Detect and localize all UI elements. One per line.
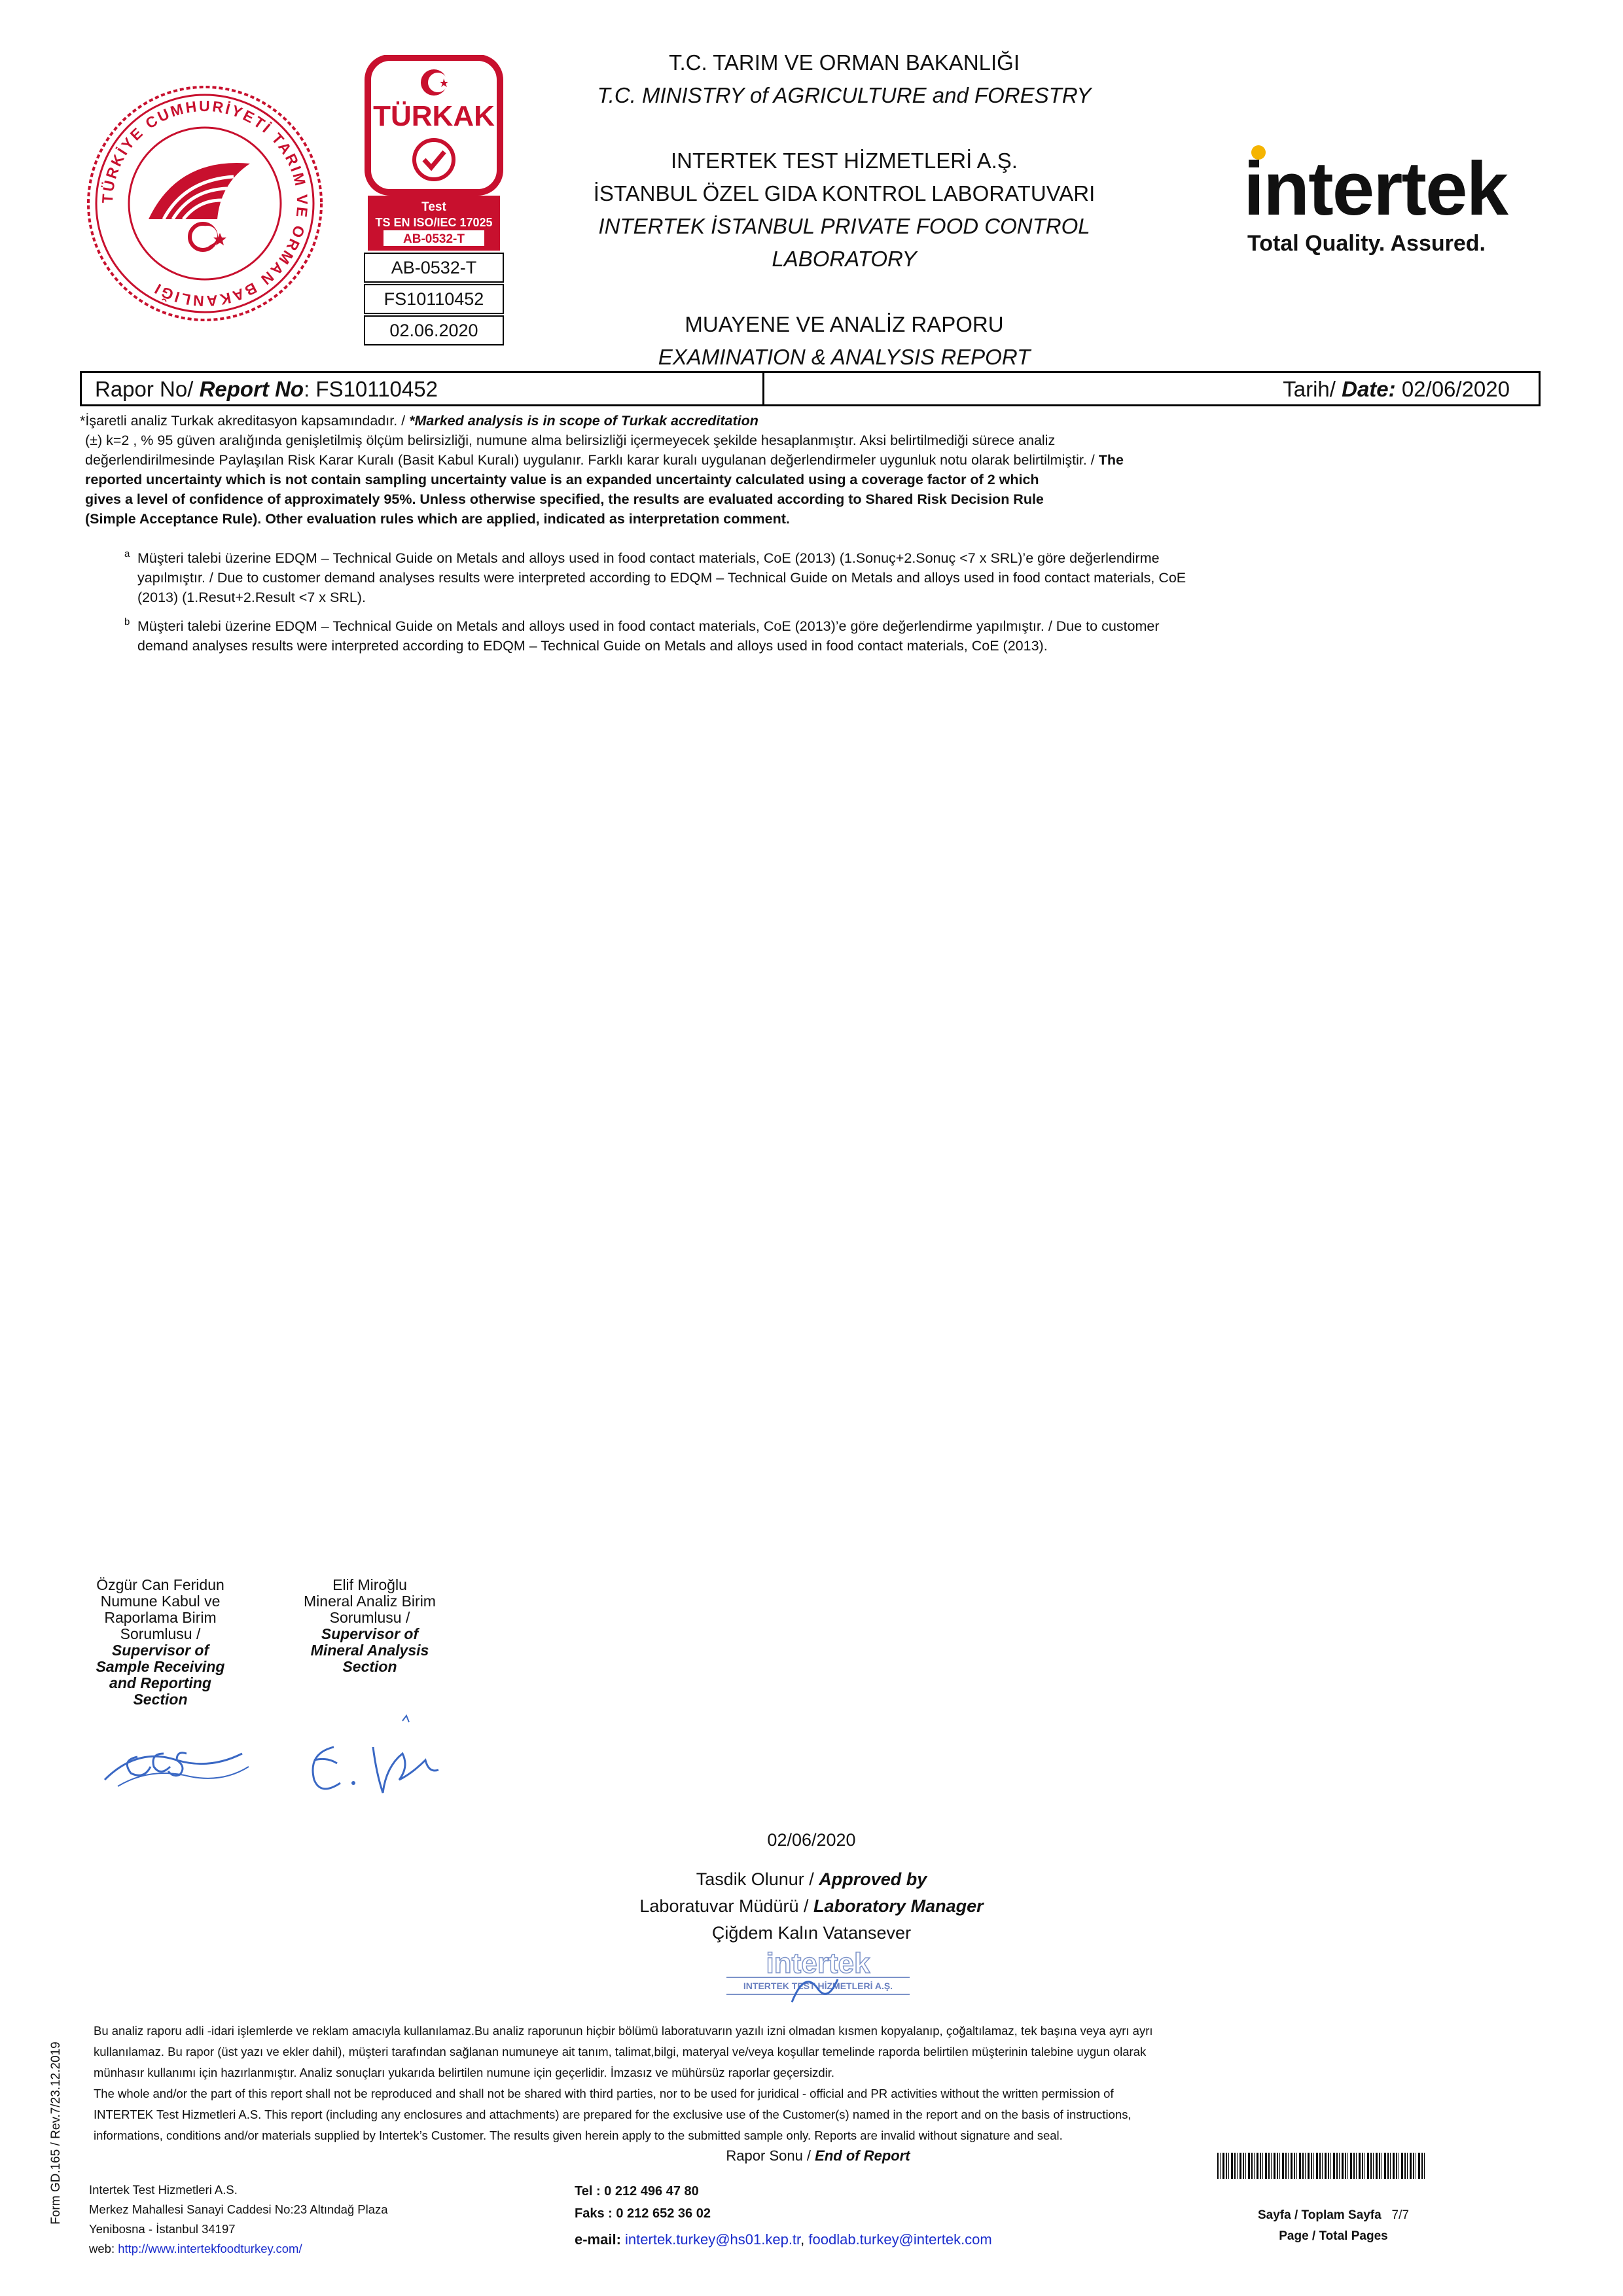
report-number: Rapor No/ Report No: FS10110452 (95, 377, 438, 401)
turkak-accreditation-badge (364, 55, 504, 251)
intertek-tagline: Total Quality. Assured. (1247, 231, 1486, 256)
note-line-1: *İşaretli analiz Turkak akreditasyon kapsamındadır. / *Marked analysis is in scope of Turkak accreditation (80, 413, 758, 429)
note-line-5: gives a level of confidence of approximately 95%. Unless otherwise specified, the results are evaluated according to Shared Risk Decision Rule (85, 491, 1044, 507)
lab-manager-name: Çiğdem Kalın Vatansever (711, 1923, 912, 1943)
page-number: Sayfa / Toplam Sayfa 7/7 Page / Total Pages (1258, 2208, 1409, 2243)
footnote-a: a Müşteri talebi üzerine EDQM – Technical Guide on Metals and alloys used in food contact materials, CoE (2013) (1.Sonuç+2.Sonuç <7 x SRL)’e göre değerlendirme yapılmıştır. / Due to customer demand analyses results were interpreted according to EDQM – Technical Guide on Metals and alloys used in food contact materials, CoE (2013) (1.Resut+2.Result <7 x SRL). (124, 548, 1186, 605)
footer-contact: Tel : 0 212 496 47 80 Faks : 0 212 652 36 02 e-mail: intertek.turkey@hs01.kep.tr, foodlab.turkey@intertek.com (575, 2184, 992, 2248)
end-of-report: Rapor Sonu / End of Report (726, 2147, 910, 2164)
legal-disclaimer: Bu analiz raporu adli -idari işlemlerde ve reklam amacıyla kullanılamaz.Bu analiz raporunun hiçbir bölümü laboratuvarın yazılı izni olmadan kısmen kopyalanıp, çoğaltılamaz, tek başına veya ayrı ayrı kullanılamaz. Bu rapor (üst yazı ve ekler dahil), müşteri tarafından sağlanan numuneye ait tanım, talimat,bilgi, materyal ve/veya koşullar temelinde raporda belirtilen müşterinin talebine uygun olarak münhasır kullanımı için hazırlanmıştır. Analiz sonuçları yukarıda belirtilen numune için geçerlidir. İmzasız ve mühürsüz raporlar geçersizdir. The whole and/or the part of this report shall not be reproduced and shall not be shared with third parties, nor to be used for juridical - official and PR activities without the written permission of INTERTEK Test Hizmetleri A.S. This report (including any enclosures and attachments) are prepared for the exclusive use of the Customer(s) named in the report and on the basis of instructions, informations, conditions and/or materials supplied by Intertek’s Customer. The results given herein apply to the submitted sample only. Reports are invalid without signature and seal. (94, 2024, 1153, 2142)
footnote-b: b Müşteri talebi üzerine EDQM – Technical Guide on Metals and alloys used in food contact materials, CoE (2013)’e göre değerlendirme yapılmıştır. / Due to customer demand analyses results were interpreted according to EDQM – Technical Guide on Metals and alloys used in food contact materials, CoE (2013). (124, 616, 1160, 654)
signatory-mineral-analysis: Elif Miroğlu Mineral Analiz Birim Sorumlusu / Supervisor of Mineral Analysis Section (304, 1576, 436, 1675)
report-title-tr: MUAYENE VE ANALİZ RAPORU (685, 312, 1004, 336)
lab-manager-title: Laboratuvar Müdürü / Laboratory Manager (639, 1896, 984, 1916)
accreditation-notes (80, 411, 1310, 529)
company-stamp (720, 1943, 916, 2015)
badge-date-box: 02.06.2020 (364, 315, 504, 345)
lab-name-en-line1: INTERTEK İSTANBUL PRIVATE FOOD CONTROL (598, 214, 1090, 238)
ministry-name-tr: T.C. TARIM VE ORMAN BAKANLIĞI (668, 50, 1020, 75)
stamp-logo-text: intertek (766, 1947, 870, 1979)
report-bar-divider (762, 373, 764, 404)
approved-by: Tasdik Olunur / Approved by (696, 1869, 927, 1889)
report-date: Tarih/ Date: 02/06/2020 (1283, 377, 1510, 401)
ministry-name-en: T.C. MINISTRY of AGRICULTURE and FORESTRY (597, 83, 1092, 107)
lab-name-tr: İSTANBUL ÖZEL GIDA KONTROL LABORATUVARI (593, 181, 1096, 205)
note-line-2: (±) k=2 , % 95 güven aralığında genişletilmiş ölçüm belirsizliği, numune alma belirsizliği içermeyecek şekilde hesaplanmıştır. Aksi belirtilmediği sürece analiz (85, 433, 1056, 448)
signatory-sample-receiving: Özgür Can Feridun Numune Kabul ve Raporlama Birim Sorumlusu / Supervisor of Sample Receiving and Reporting Section (96, 1576, 225, 1708)
form-number: Form GD.165 / Rev.7/23.12.2019 (49, 2041, 63, 2225)
approval-date: 02/06/2020 (767, 1830, 856, 1850)
website-link[interactable]: http://www.intertekfoodturkey.com/ (118, 2242, 302, 2255)
turkak-logo-text: TÜRKAK (373, 100, 495, 132)
email-link-foodlab[interactable]: foodlab.turkey@intertek.com (808, 2231, 992, 2248)
report-title-en: EXAMINATION & ANALYSIS REPORT (658, 345, 1031, 369)
report-number-bar (80, 371, 1541, 406)
signature-image-2 (294, 1708, 445, 1806)
stamp-text: INTERTEK TEST HİZMETLERİ A.Ş. (743, 1981, 893, 1991)
email-link-kep[interactable]: intertek.turkey@hs01.kep.tr (625, 2231, 801, 2248)
lab-name-en-line2: LABORATORY (772, 247, 917, 271)
note-line-3: değerlendirilmesinde Paylaşılan Risk Karar Kuralı (Basit Kabul Kuralı) uygulanır. Farklı karar kuralı uygulanan değerlendirmeler uygunluk notu olarak belirtilmiştir. / The (85, 452, 1124, 468)
note-line-6: (Simple Acceptance Rule). Other evaluation rules which are applied, indicated as interpretation comment. (85, 511, 790, 527)
ministry-seal (86, 85, 323, 322)
badge-report-number-box: FS10110452 (364, 284, 504, 314)
barcode (1217, 2153, 1427, 2179)
signature-image-1 (92, 1721, 255, 1799)
seal-ring-text: TÜRKİYE CUMHURİYETİ TARIM VE ORMAN BAKANLIĞI (98, 97, 312, 310)
turkak-test-label: Test (421, 200, 446, 214)
turkak-standard: TS EN ISO/IEC 17025 (375, 216, 493, 229)
accreditation-code-box: AB-0532-T (364, 253, 504, 283)
note-line-4: reported uncertainty which is not contain sampling uncertainty value is an expanded uncertainty calculated using a coverage factor of 2 which (85, 472, 1039, 487)
intertek-logo (1243, 143, 1571, 267)
footer-address: Intertek Test Hizmetleri A.S. Merkez Mahallesi Sanayi Caddesi No:23 Altındağ Plaza Yenibosna - İstanbul 34197 web: http://www.intertekfoodturkey.com/ (89, 2183, 388, 2255)
intertek-wordmark: intertek (1243, 146, 1508, 231)
turkak-code: AB-0532-T (403, 232, 465, 246)
lab-company: INTERTEK TEST HİZMETLERİ A.Ş. (671, 149, 1018, 173)
